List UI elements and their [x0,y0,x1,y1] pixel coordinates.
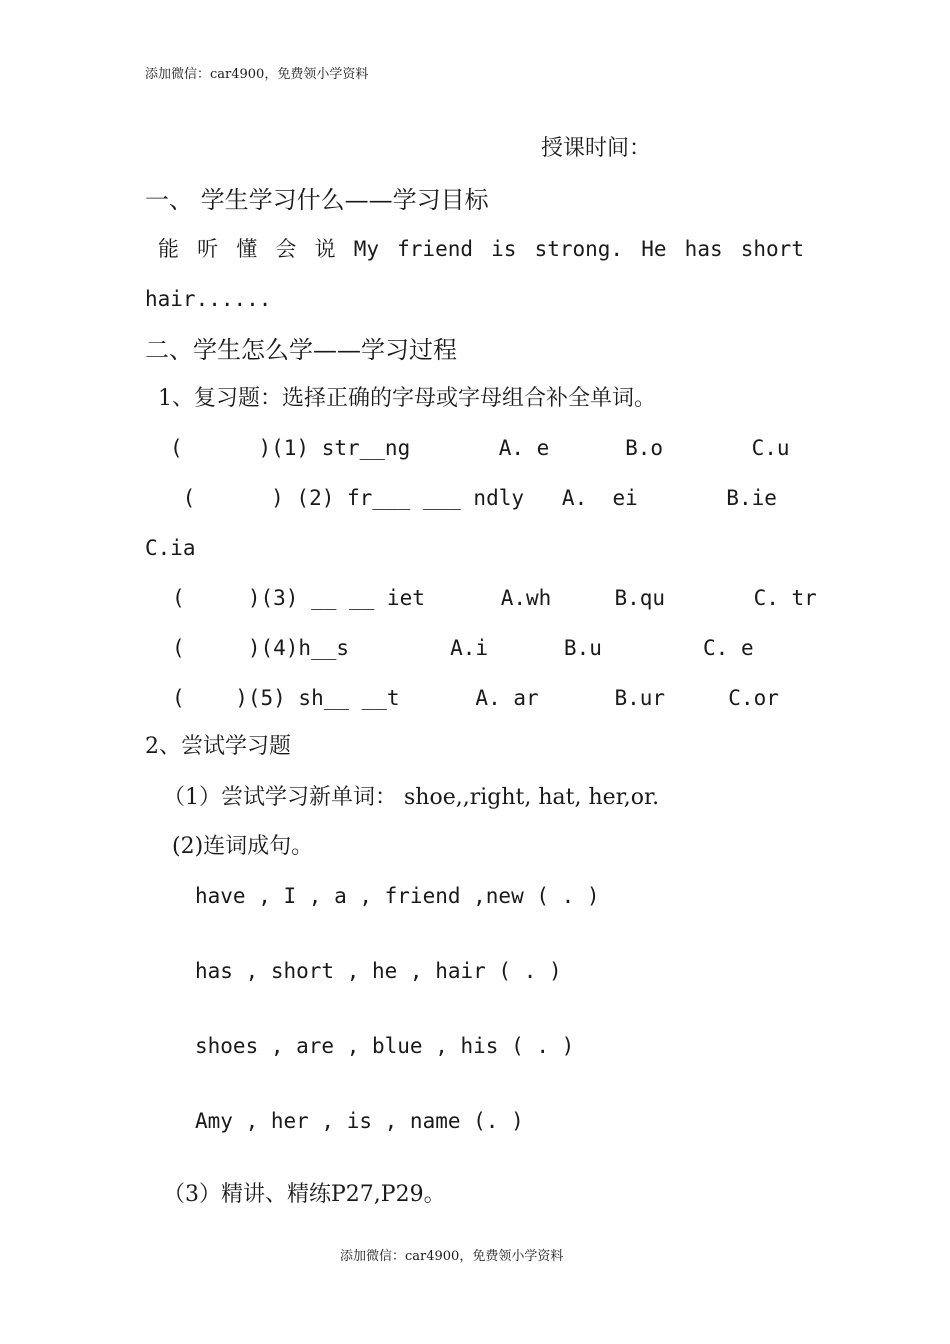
lesson-time-label: 授课时间： [541,136,652,161]
goal-word: 懂 [236,237,258,261]
review-question-2: ( ) (2) fr___ ___ ndly A. ei B.ie [170,486,777,510]
goal-line-1 [158,239,804,260]
review-question-5: ( )(5) sh__ __t A. ar B.ur C.or [172,686,779,710]
sentence-item: Amy , her , is , name (. ) [195,1109,524,1133]
goal-word: 说 [314,237,336,261]
goal-word: My [353,237,379,261]
goal-word: strong. [534,237,624,261]
section2-title: 二、学生怎么学——学习过程 [145,336,457,364]
goal-word: friend [397,237,473,261]
review-question-2-wrap: C.ia [145,536,196,560]
practice-line: （3）精讲、精练P27,P29。 [163,1182,446,1207]
review-title: 1、复习题：选择正确的字母或字母组合补全单词。 [158,386,656,411]
connect-title: (2)连词成句。 [172,834,314,859]
goal-word: has [684,237,723,261]
goal-word: 会 [275,237,297,261]
new-words-line: （1）尝试学习新单词： shoe,,right, hat, her,or. [163,785,660,810]
goal-word: short [740,237,804,261]
section1-title: 一、 学生学习什么——学习目标 [145,186,489,214]
try-title: 2、尝试学习题 [145,734,291,759]
goal-word: is [491,237,517,261]
review-question-3: ( )(3) __ __ iet A.wh B.qu C. tr [172,586,817,610]
goal-word: 能 [158,237,179,261]
footer-watermark: 添加微信：car4900，免费领小学资料 [340,1249,564,1264]
goal-line-2: hair...... [145,287,272,311]
sentence-item: has , short , he , hair ( . ) [195,959,562,983]
review-question-1: ( )(1) str__ng A. e B.o C.u [170,436,790,460]
header-watermark: 添加微信：car4900，免费领小学资料 [145,67,369,82]
review-question-4: ( )(4)h__s A.i B.u C. e [172,636,754,660]
goal-word: 听 [197,237,219,261]
sentence-item: have , I , a , friend ,new ( . ) [195,884,600,908]
goal-word: He [641,237,667,261]
sentence-item: shoes , are , blue , his ( . ) [195,1034,575,1058]
